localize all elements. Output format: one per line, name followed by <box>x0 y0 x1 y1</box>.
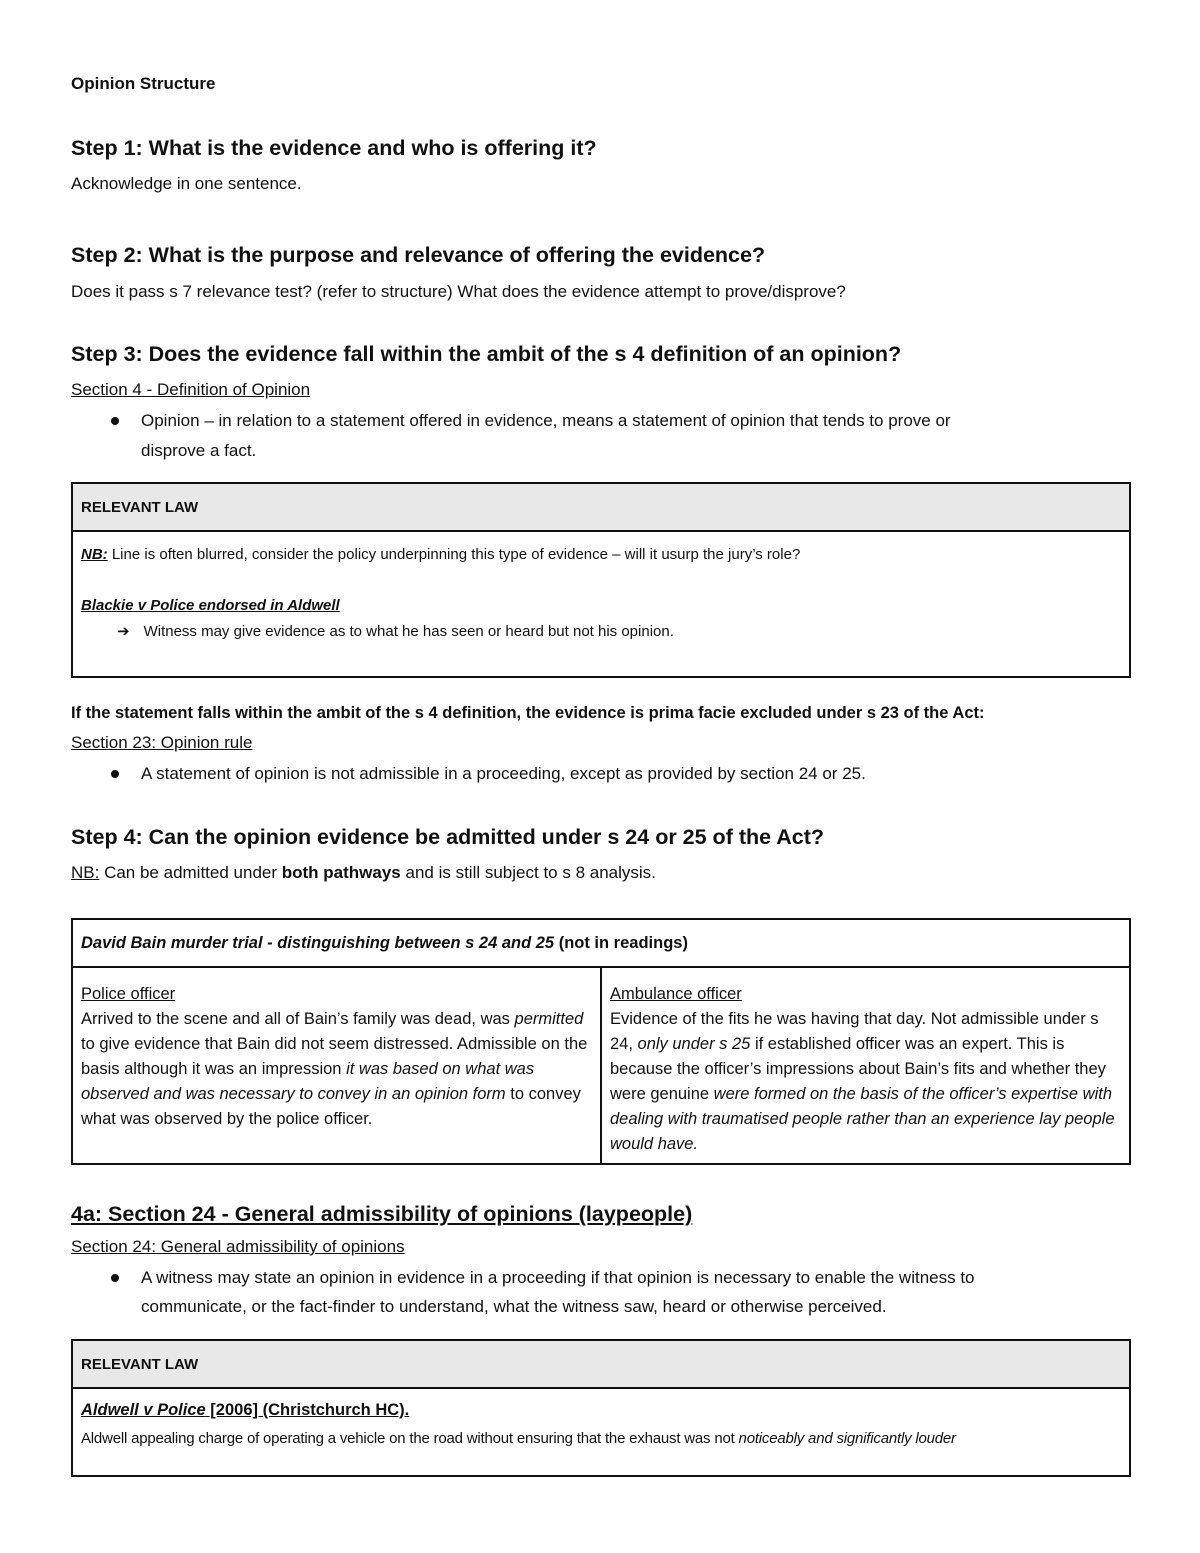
relevant-law-header: RELEVANT LAW <box>72 483 1130 531</box>
step4-nb: NB: Can be admitted under both pathways and is still subject to s 8 analysis. <box>71 863 656 882</box>
police-officer-text: Arrived to the scene and all of Bain’s family was dead, was permitted to give evidence that Bain did not seem distressed. Admissible on the basis although it was an impression it was based on what was observed and was necessary to convey in an opinion form to convey what was observed by the police officer. <box>81 1010 588 1128</box>
arrow-text: Witness may give evidence as to what he has seen or heard but not his opinion. <box>143 623 674 640</box>
section4-label: Section 4 - Definition of Opinion <box>71 380 311 399</box>
section4-bullet-line2: disprove a fact. <box>141 441 257 460</box>
ambulance-officer-heading: Ambulance officer <box>610 985 742 1003</box>
relevant-law-box-step4a <box>71 1339 1131 1477</box>
section23-bullet: A statement of opinion is not admissible in a proceeding, except as provided by section 24 or 25. <box>141 764 866 783</box>
case-blackie: Blackie v Police endorsed in Aldwell <box>81 597 340 614</box>
ambulance-officer-cell <box>601 967 1130 1164</box>
police-officer-cell <box>72 967 601 1164</box>
case-aldwell: Aldwell v Police [2006] (Christchurch HC). <box>81 1401 410 1419</box>
step2-text: Does it pass s 7 relevance test? (refer to structure) What does the evidence attempt to prove/disprove? <box>71 282 846 301</box>
police-officer-heading: Police officer <box>81 985 176 1003</box>
step4-heading: Step 4: Can the opinion evidence be admitted under s 24 or 25 of the Act? <box>71 825 825 849</box>
relevant-law-box-step3 <box>71 482 1131 678</box>
bullet-icon <box>111 417 119 425</box>
section24-bullet-line2: communicate, or the fact-finder to understand, what the witness saw, heard or otherwise perceived. <box>141 1297 887 1316</box>
nb-label: NB: <box>71 863 100 882</box>
arrow-point <box>81 622 1121 640</box>
nb-label: NB: <box>81 546 108 563</box>
step3-heading: Step 3: Does the evidence fall within the ambit of the s 4 definition of an opinion? <box>71 342 902 366</box>
document-title: Opinion Structure <box>71 74 216 93</box>
nb-text: Line is often blurred, consider the policy underpinning this type of evidence – will it usurp the jury’s role? <box>107 546 801 563</box>
relevant-law-header: RELEVANT LAW <box>72 1340 1130 1388</box>
section24-bullet-line1: A witness may state an opinion in evidence in a proceeding if that opinion is necessary to enable the witness to <box>141 1268 975 1287</box>
step1-text: Acknowledge in one sentence. <box>71 174 302 193</box>
section24-label: Section 24: General admissibility of opinions <box>71 1237 405 1256</box>
step2-heading: Step 2: What is the purpose and relevance of offering the evidence? <box>71 243 766 267</box>
step4a-heading: 4a: Section 24 - General admissibility of opinions (laypeople) <box>71 1202 693 1226</box>
section4-bullet-line1: Opinion – in relation to a statement offered in evidence, means a statement of opinion that tends to prove or <box>141 411 951 430</box>
aldwell-text: Aldwell appealing charge of operating a vehicle on the road without ensuring that the exhaust was not noticeably and significantly louder <box>81 1430 956 1447</box>
section23-label: Section 23: Opinion rule <box>71 733 253 752</box>
excluded-line: If the statement falls within the ambit of the s 4 definition, the evidence is prima facie excluded under s 23 of the Act: <box>71 704 985 722</box>
step1-heading: Step 1: What is the evidence and who is offering it? <box>71 136 597 160</box>
bullet-icon <box>111 770 119 778</box>
nb-note <box>81 546 1121 563</box>
bain-table-title: David Bain murder trial - distinguishing between s 24 and 25 (not in readings) <box>72 919 1130 967</box>
arrow-right-icon: ➔ <box>117 623 130 640</box>
ambulance-officer-text: Evidence of the fits he was having that day. Not admissible under s 24, only under s 25 if established officer was an expert. This is because the officer’s impressions about Bain’s fits and whether they were genuine were formed on the basis of the officer’s expertise with dealing with traumatised people rather than an experience lay people would have. <box>610 1010 1115 1153</box>
bullet-icon <box>111 1274 119 1282</box>
bain-table <box>71 918 1131 1165</box>
